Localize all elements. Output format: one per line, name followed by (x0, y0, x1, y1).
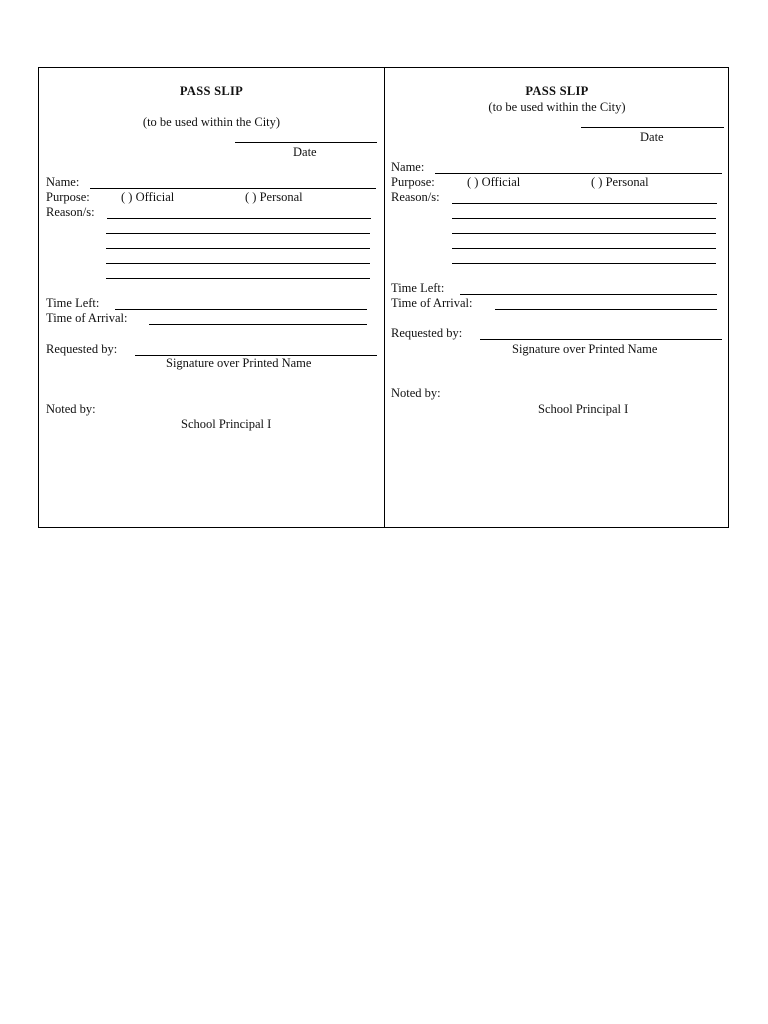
time-arrival-line[interactable] (149, 324, 367, 325)
pass-slip-sheet (38, 67, 729, 528)
date-line[interactable] (235, 142, 377, 143)
reason-line-2[interactable] (452, 218, 716, 219)
time-left-label: Time Left: (46, 296, 100, 310)
reason-line-4[interactable] (452, 248, 716, 249)
purpose-personal-option[interactable]: ( ) Personal (245, 190, 303, 204)
reason-line-1[interactable] (452, 203, 717, 204)
purpose-official-option[interactable]: ( ) Official (121, 190, 175, 204)
date-line[interactable] (581, 127, 724, 128)
time-arrival-label: Time of Arrival: (391, 296, 473, 310)
requested-by-label: Requested by: (46, 342, 118, 356)
purpose-label: Purpose: (391, 175, 435, 189)
reason-line-5[interactable] (452, 263, 716, 264)
slip-title: PASS SLIP (179, 84, 244, 98)
time-arrival-label: Time of Arrival: (46, 311, 128, 325)
name-field-line[interactable] (435, 173, 722, 174)
purpose-official-option[interactable]: ( ) Official (467, 175, 521, 189)
principal-label: School Principal I (181, 417, 272, 431)
pass-slip-right (385, 68, 729, 527)
reason-line-4[interactable] (106, 263, 370, 264)
reason-line-2[interactable] (106, 233, 370, 234)
reason-line-3[interactable] (106, 248, 370, 249)
reason-line-5[interactable] (106, 278, 370, 279)
name-field-line[interactable] (90, 188, 376, 189)
requested-by-label: Requested by: (391, 326, 463, 340)
signature-caption: Signature over Printed Name (512, 342, 658, 356)
time-arrival-line[interactable] (495, 309, 717, 310)
reason-line-1[interactable] (107, 218, 371, 219)
date-label: Date (293, 145, 317, 159)
noted-by-label: Noted by: (46, 402, 96, 416)
time-left-line[interactable] (115, 309, 367, 310)
signature-caption: Signature over Printed Name (166, 356, 312, 370)
slip-subtitle: (to be used within the City) (488, 100, 626, 114)
name-label: Name: (46, 175, 80, 189)
pass-slip-left (39, 68, 384, 527)
time-left-line[interactable] (460, 294, 717, 295)
reason-label: Reason/s: (46, 205, 95, 219)
slip-subtitle: (to be used within the City) (142, 115, 281, 129)
requested-by-line[interactable] (480, 339, 722, 340)
purpose-label: Purpose: (46, 190, 90, 204)
noted-by-label: Noted by: (391, 386, 441, 400)
reason-line-3[interactable] (452, 233, 716, 234)
slip-title: PASS SLIP (525, 84, 589, 98)
name-label: Name: (391, 160, 425, 174)
principal-label: School Principal I (538, 402, 629, 416)
date-label: Date (640, 130, 664, 144)
time-left-label: Time Left: (391, 281, 445, 295)
purpose-personal-option[interactable]: ( ) Personal (591, 175, 649, 189)
reason-label: Reason/s: (391, 190, 440, 204)
